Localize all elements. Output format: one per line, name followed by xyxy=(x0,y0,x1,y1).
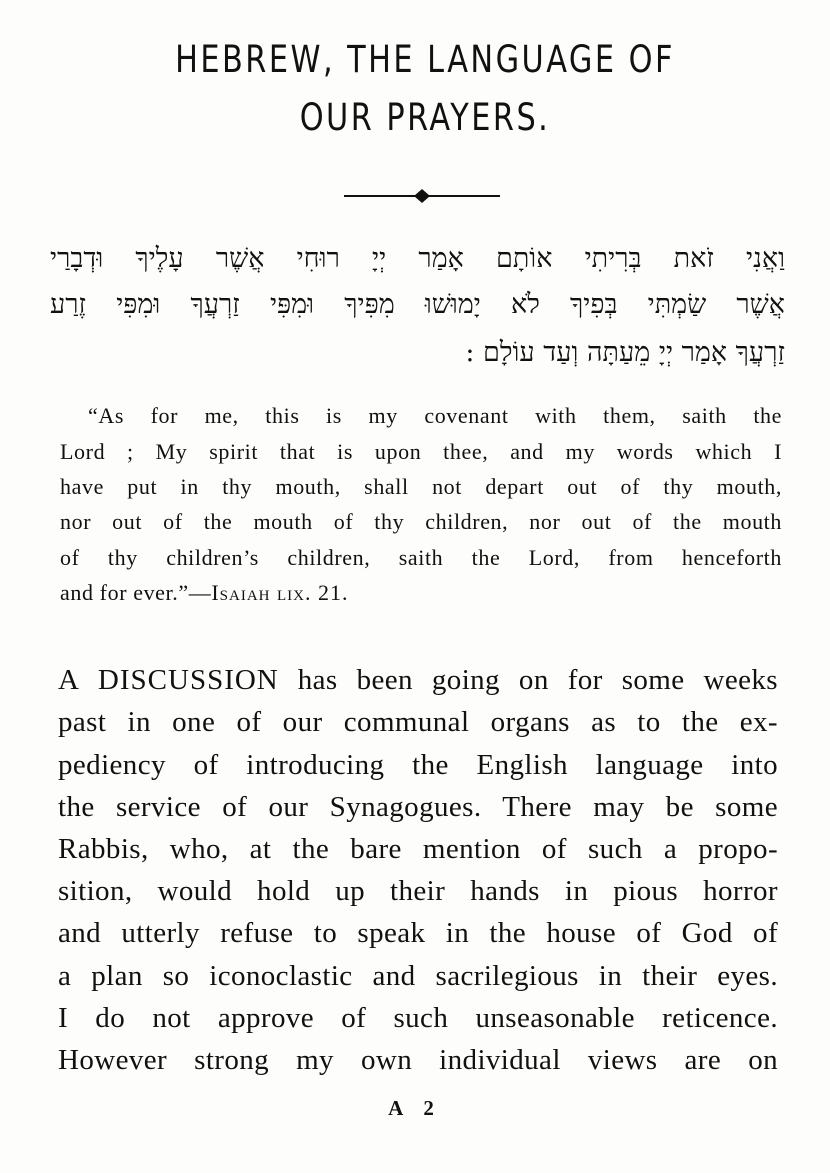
body-line: a plan so iconoclastic and sacrilegious in their eyes. xyxy=(58,960,778,992)
quote-line: of thy children’s children, saith the Lord, from henceforth xyxy=(60,545,782,570)
body-line: However strong my own individual views are on xyxy=(58,1044,778,1076)
body-lead-caps: A DISCUSSION xyxy=(58,664,279,696)
scripture-citation: Isaiah lix. 21. xyxy=(211,580,349,605)
hebrew-verse-line: זַרְעֲךָ אָמַר יְיָ מֵעַתָּה וְעַד עוֹלָם : xyxy=(465,337,785,368)
quote-line: Lord ; My spirit that is upon thee, and my words which I xyxy=(60,439,782,464)
body-line: the service of our Synagogues. There may be some xyxy=(58,791,778,823)
body-line: past in one of our communal organs as to the ex- xyxy=(58,706,778,738)
hebrew-verse-line: וַאֲנִי זֹאת בְּרִיתִי אוֹתָם אָמַר יְיָ רוּחִי אֲשֶׁר עָלֶיךָ וּדְבָרַי xyxy=(50,243,785,274)
body-line: Rabbis, who, at the bare mention of such a propo- xyxy=(58,833,778,865)
quote-line: have put in thy mouth, shall not depart out of thy mouth, xyxy=(60,474,782,499)
quote-last-line xyxy=(60,580,782,606)
chapter-title-line-1: HEBREW, THE LANGUAGE OF xyxy=(175,38,675,81)
hebrew-verse-line: אֲשֶׁר שַׂמְתִּי בְּפִיךָ לֹא יָמוּשׁוּ מִפִּיךָ וּמִפִּי זַרְעֲךָ וּמִפִּי זֶרַע xyxy=(50,289,785,320)
body-first-line-text: has been going on for some weeks xyxy=(278,664,778,696)
quote-line: nor out of the mouth of thy children, nor out of the mouth xyxy=(60,509,782,534)
printer-signature-mark: A 2 xyxy=(388,1096,442,1120)
body-line: pediency of introducing the English language into xyxy=(58,749,778,781)
body-line: I do not approve of such unseasonable reticence. xyxy=(58,1002,778,1034)
chapter-title-line-2: OUR PRAYERS. xyxy=(299,96,551,139)
diamond-rule-ornament xyxy=(344,186,500,206)
body-line: and utterly refuse to speak in the house of God of xyxy=(58,917,778,949)
body-line: sition, would hold up their hands in pious horror xyxy=(58,875,778,907)
quote-line: “As for me, this is my covenant with them, saith the xyxy=(88,403,782,428)
quote-last-text: and for ever.”— xyxy=(60,580,212,605)
body-first-line xyxy=(58,664,778,697)
